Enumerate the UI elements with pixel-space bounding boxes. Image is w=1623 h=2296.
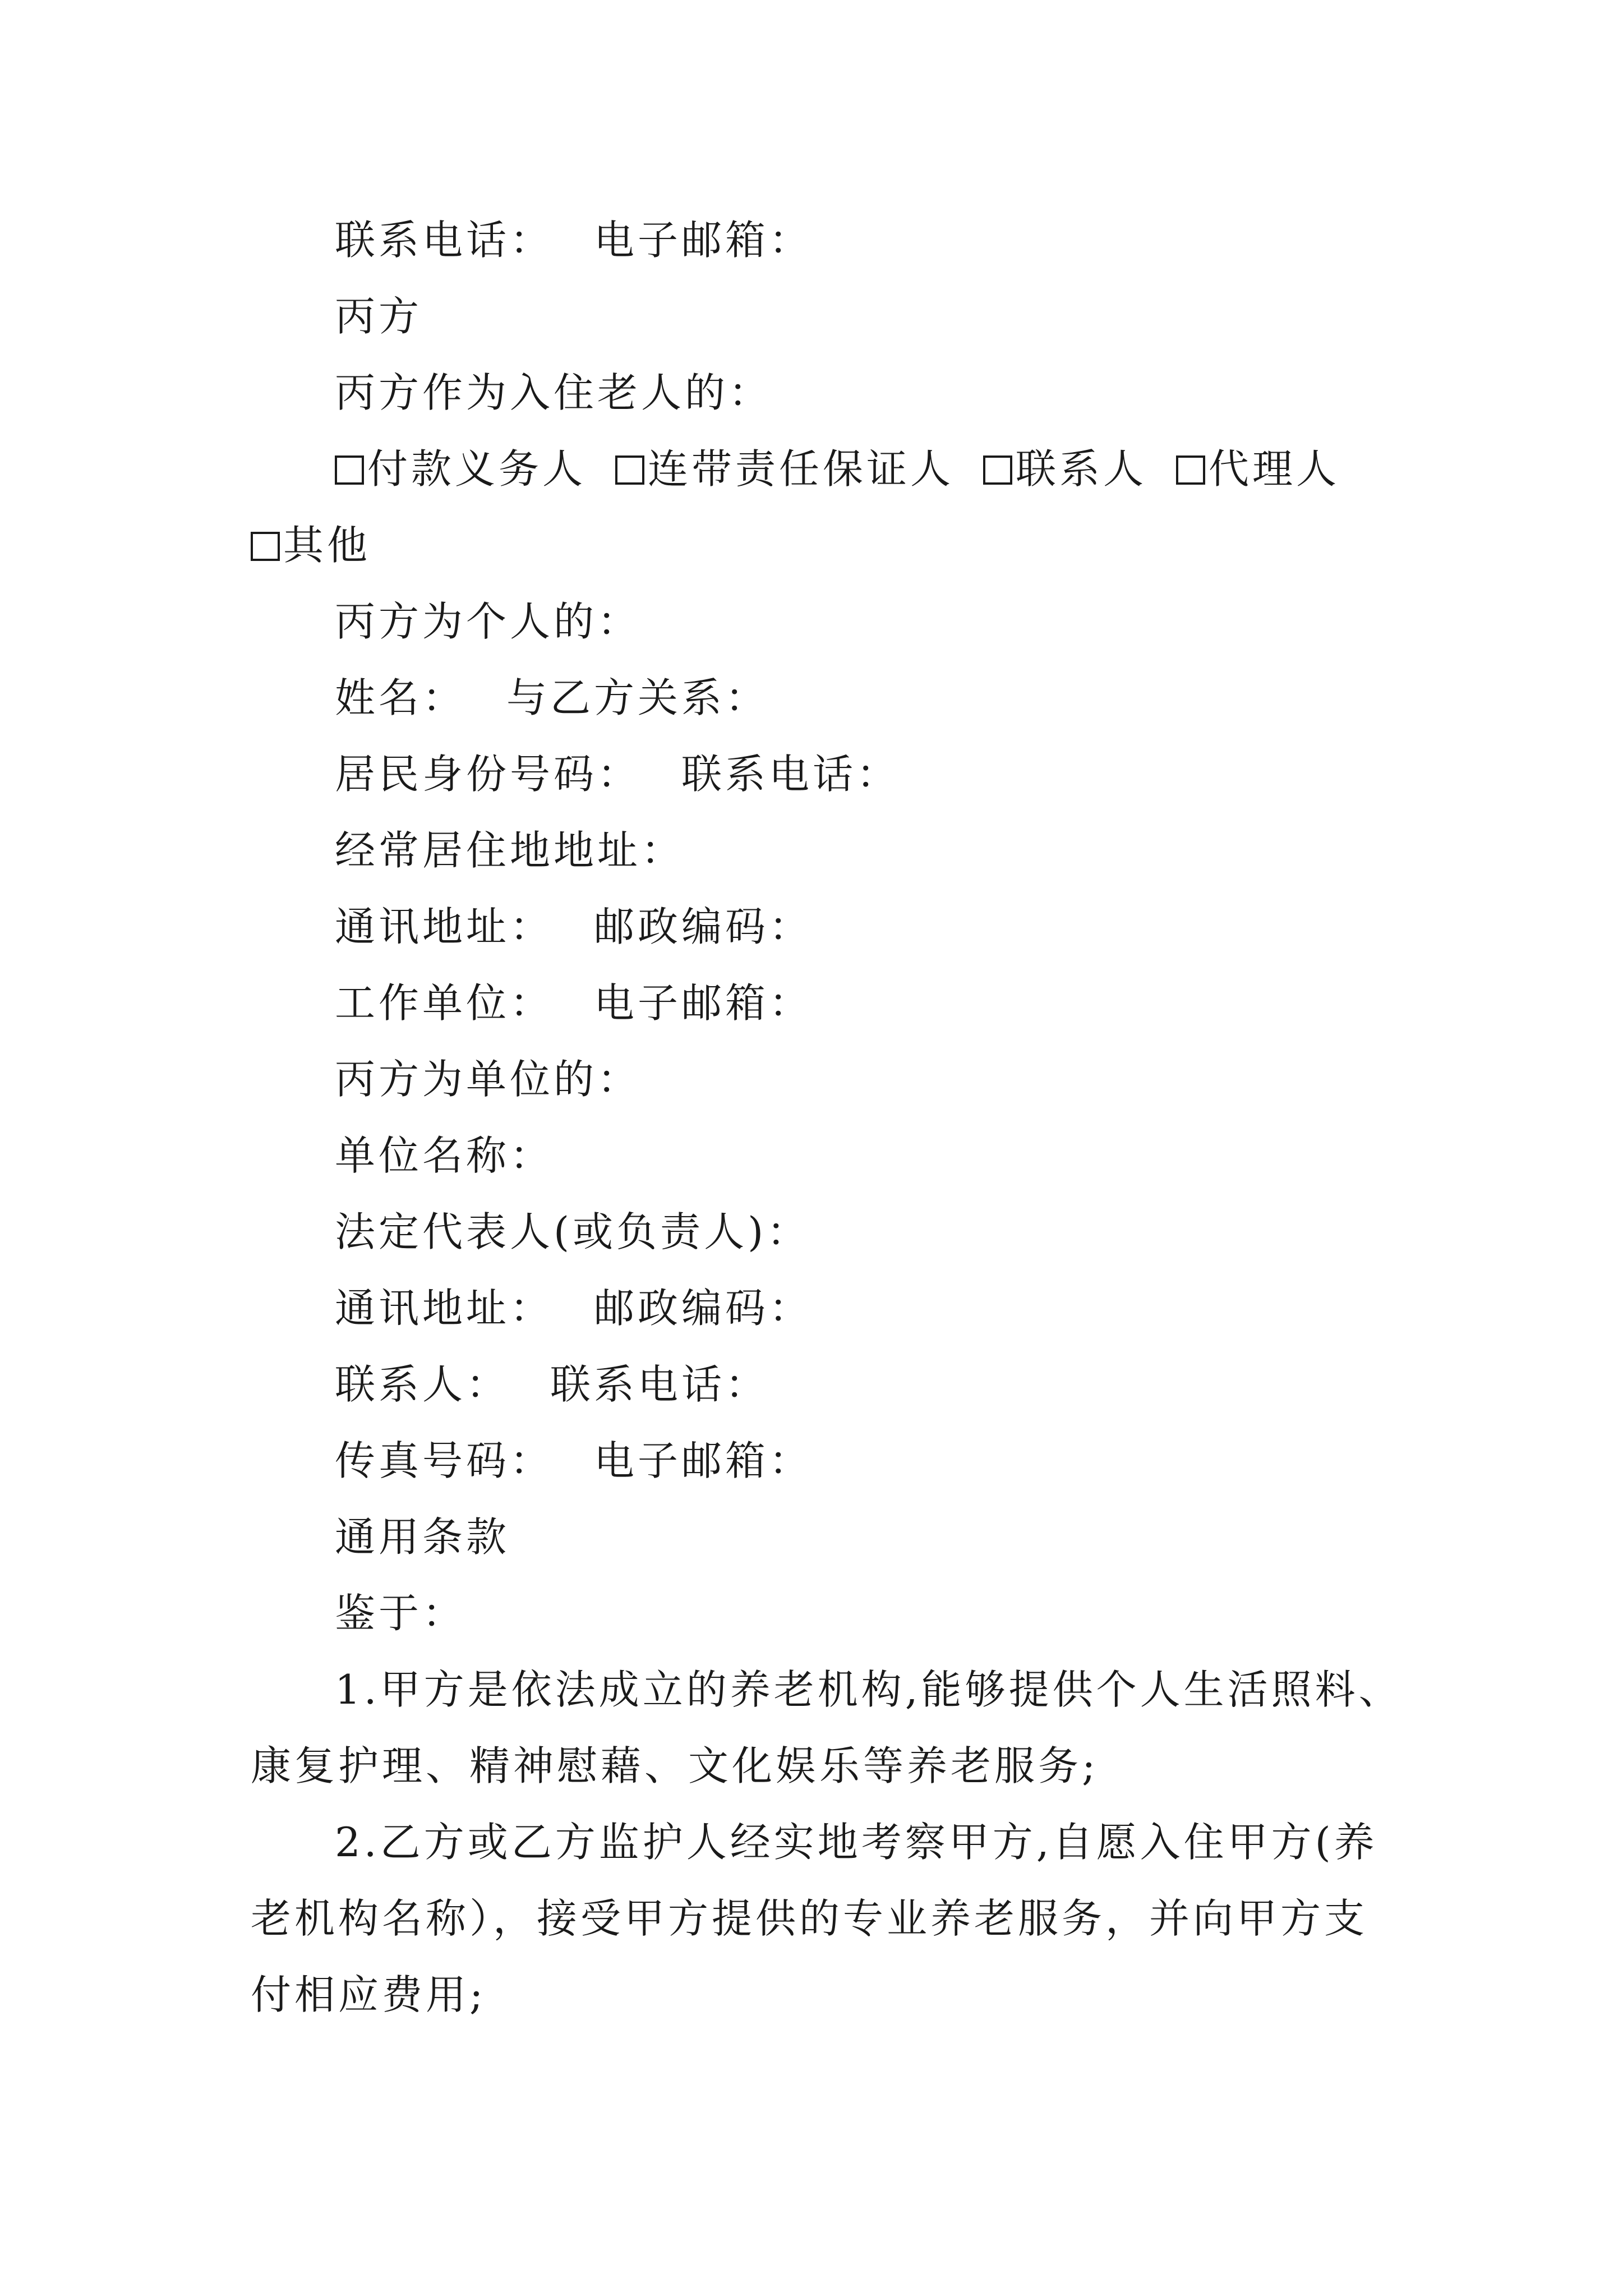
- checkbox-agent[interactable]: [1176, 431, 1340, 507]
- party-c-role-intro: 丙方作为入住老人的：: [335, 369, 773, 416]
- label-email: 电子邮箱：: [594, 979, 813, 1027]
- organization-heading: 丙方为单位的：: [335, 1056, 642, 1103]
- recital-2-line-2: 老机构名称），接受甲方提供的专业养老服务，并向甲方支: [251, 1895, 1368, 1942]
- checkbox-square-icon[interactable]: [615, 455, 644, 485]
- role-checkbox-row-2: [251, 507, 1389, 583]
- role-checkbox-row: [251, 431, 1389, 507]
- recital-1-line-2: 康复护理、精神慰藉、文化娱乐等养老服务;: [251, 1742, 1099, 1789]
- label-mail-address: 通讯地址：: [335, 903, 554, 950]
- individual-heading: 丙方为个人的：: [335, 598, 642, 645]
- label-postcode: 邮政编码：: [594, 903, 813, 950]
- checkbox-label: 代理人: [1209, 445, 1340, 493]
- label-postcode: 邮政编码：: [594, 1285, 813, 1332]
- checkbox-payer[interactable]: [335, 431, 586, 507]
- recital-2-line-1: 2.乙方或乙方监护人经实地考察甲方,自愿入住甲方(养: [335, 1819, 1378, 1866]
- whereas-heading: 鉴于：: [335, 1590, 467, 1637]
- name-relation-line: [251, 660, 1389, 736]
- recital-1-line-1: 1.甲方是依法成立的养老机构,能够提供个人生活照料、: [335, 1666, 1403, 1713]
- label-name: 姓名：: [335, 674, 467, 721]
- checkbox-label: 联系人: [1016, 445, 1147, 493]
- checkbox-label: 连带责任保证人: [648, 445, 955, 493]
- org-name-line: 单位名称：: [335, 1132, 554, 1179]
- label-contact-person: 联系人：: [335, 1361, 510, 1408]
- checkbox-other[interactable]: [251, 507, 371, 583]
- employer-email-line: [251, 965, 1389, 1041]
- label-fax: 传真号码：: [335, 1437, 554, 1484]
- checkbox-square-icon[interactable]: [251, 532, 280, 561]
- checkbox-label: 付款义务人: [367, 445, 587, 493]
- checkbox-square-icon[interactable]: [1176, 455, 1205, 485]
- org-mail-address-line: [251, 1270, 1389, 1346]
- document-body: [251, 202, 1403, 2033]
- label-email: 电子邮箱：: [594, 1437, 813, 1484]
- label-phone: 联系电话：: [335, 217, 554, 264]
- contact-line-1: [251, 202, 1389, 278]
- label-employer: 工作单位：: [335, 979, 554, 1027]
- label-email: 电子邮箱：: [594, 217, 813, 264]
- residence-address-line: 经常居住地地址：: [335, 827, 685, 874]
- checkbox-label: 其他: [283, 522, 371, 569]
- mail-address-line: [251, 889, 1389, 965]
- label-phone: 联系电话：: [550, 1361, 769, 1408]
- label-mail-address: 通讯地址：: [335, 1285, 554, 1332]
- checkbox-square-icon[interactable]: [983, 455, 1012, 485]
- legal-rep-line: 法定代表人(或负责人)：: [335, 1208, 811, 1255]
- general-terms-heading: 通用条款: [335, 1513, 510, 1561]
- label-relation: 与乙方关系：: [506, 674, 769, 721]
- party-c-heading: 丙方: [335, 293, 423, 340]
- recital-2-line-3: 付相应费用;: [251, 1971, 487, 2018]
- fax-email-line: [251, 1423, 1389, 1499]
- checkbox-square-icon[interactable]: [335, 455, 364, 485]
- label-id-number: 居民身份号码：: [335, 751, 642, 798]
- org-contact-line: [251, 1346, 1389, 1423]
- checkbox-contact-person[interactable]: [983, 431, 1147, 507]
- id-phone-line: [251, 736, 1389, 812]
- checkbox-guarantor[interactable]: [615, 431, 954, 507]
- label-phone: 联系电话：: [681, 751, 901, 798]
